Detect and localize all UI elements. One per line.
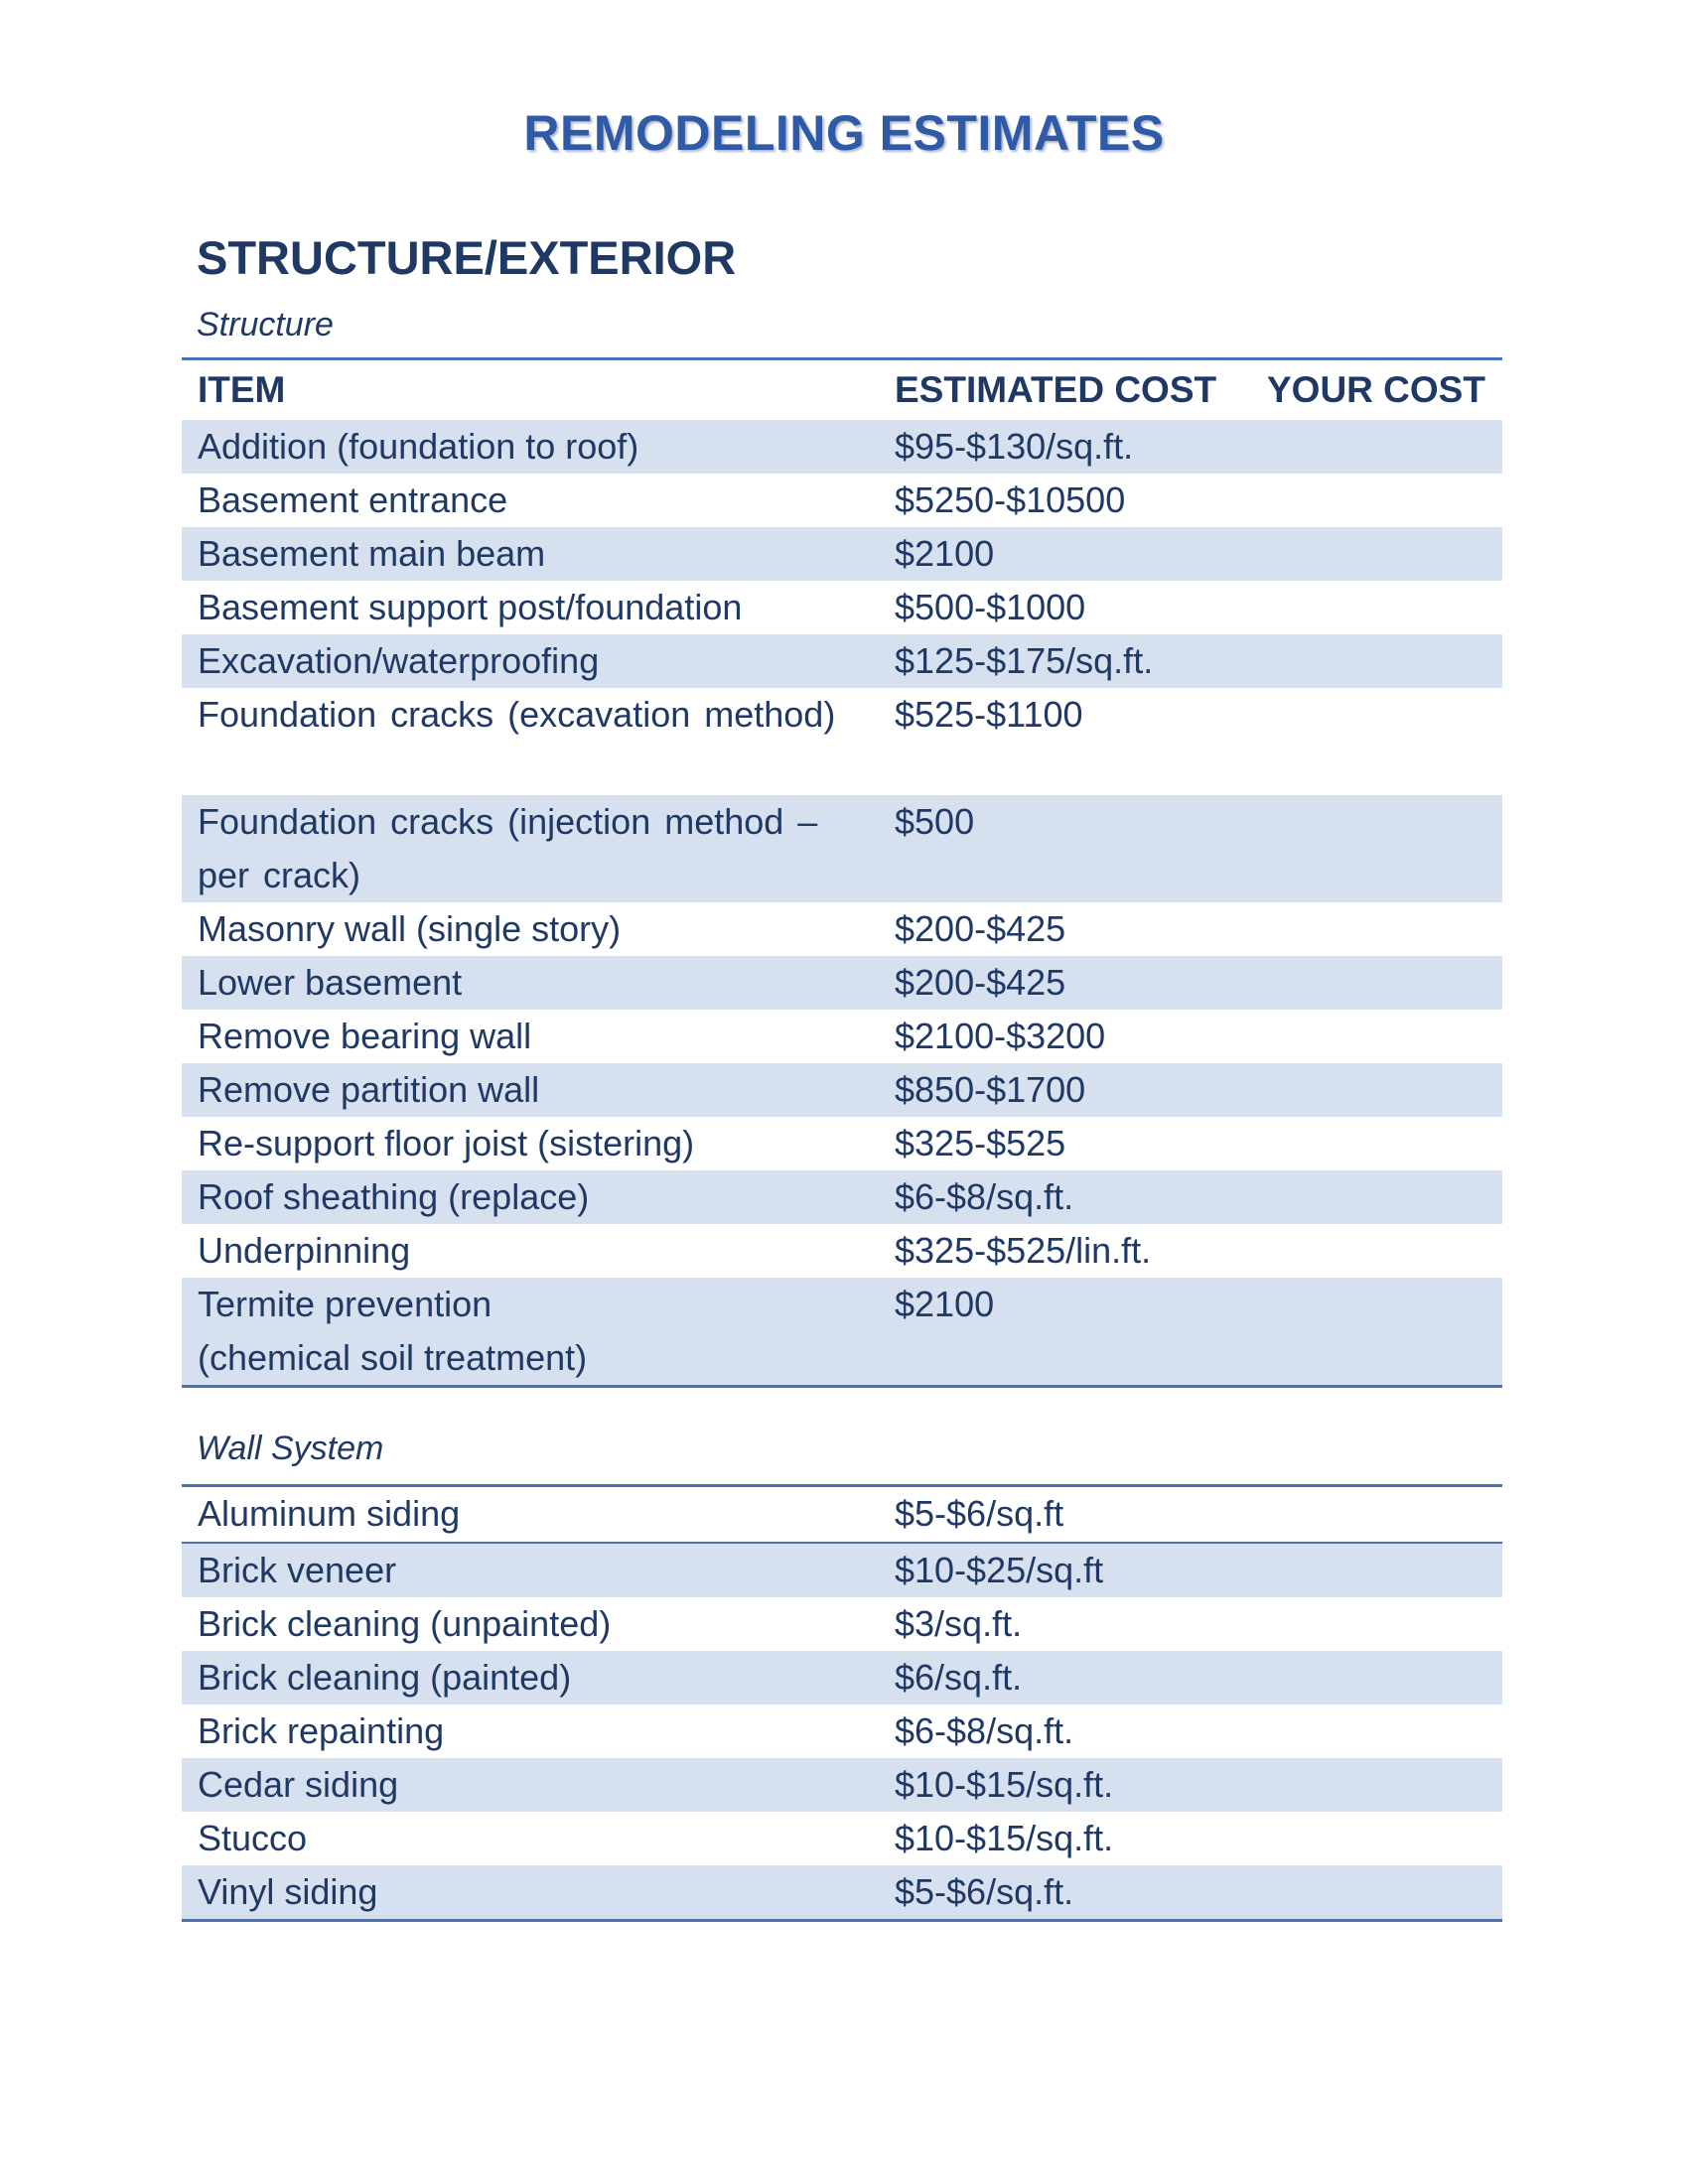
your-cost-cell — [1251, 1170, 1502, 1224]
item-cell: Addition (foundation to roof) — [182, 420, 879, 474]
table-row — [182, 1758, 1502, 1812]
item-cell: Basement entrance — [198, 479, 508, 520]
structure-table — [182, 357, 1502, 1388]
cost-cell: $125-$175/sq.ft. — [879, 634, 1251, 688]
cost-cell: $10-$15/sq.ft. — [879, 1758, 1251, 1812]
item-cell: Brick cleaning (painted) — [182, 1651, 879, 1705]
table-row — [182, 1865, 1502, 1921]
cost-cell: $6-$8/sq.ft. — [895, 1710, 1074, 1751]
table-row — [182, 1010, 1502, 1063]
item-line-1: Termite prevention — [198, 1284, 492, 1324]
your-cost-cell — [1251, 420, 1502, 474]
cost-cell: $200-$425 — [879, 956, 1251, 1010]
cost-cell: $500-$1000 — [895, 587, 1086, 627]
item-cell: Brick veneer — [182, 1543, 879, 1597]
cost-cell: $3/sq.ft. — [895, 1603, 1023, 1644]
your-cost-cell — [1251, 1812, 1502, 1865]
cost-cell: $6-$8/sq.ft. — [879, 1170, 1251, 1224]
cost-cell: $2100 — [879, 1278, 1251, 1387]
item-cell: Foundation cracks (excavation method) — [198, 694, 836, 735]
item-cell: Basement main beam — [182, 527, 879, 581]
cost-cell: $6/sq.ft. — [879, 1651, 1251, 1705]
your-cost-cell — [1251, 688, 1502, 795]
wall-system-label: Wall System — [197, 1430, 384, 1467]
table-header-row — [182, 359, 1502, 421]
table-row — [182, 474, 1502, 527]
item-cell: Masonry wall (single story) — [198, 908, 622, 949]
table-row — [182, 1117, 1502, 1170]
item-cell: Brick cleaning (unpainted) — [198, 1603, 612, 1644]
table-row — [182, 1543, 1502, 1597]
item-cell: Brick repainting — [198, 1710, 445, 1751]
table-row — [182, 634, 1502, 688]
item-cell: Remove bearing wall — [198, 1016, 532, 1056]
cost-cell: $95-$130/sq.ft. — [879, 420, 1251, 474]
table-row — [182, 1278, 1502, 1387]
item-cell: Underpinning — [198, 1230, 411, 1271]
table-row — [182, 420, 1502, 474]
page-title: REMODELING ESTIMATES — [523, 105, 1165, 161]
your-cost-cell — [1251, 1597, 1502, 1651]
cost-cell: $5250-$10500 — [895, 479, 1126, 520]
your-cost-cell — [1251, 1278, 1502, 1387]
your-cost-cell — [1251, 1705, 1502, 1758]
your-cost-cell — [1251, 1758, 1502, 1812]
item-cell: Cedar siding — [182, 1758, 879, 1812]
item-cell: Excavation/waterproofing — [182, 634, 879, 688]
table-row — [182, 1170, 1502, 1224]
table-row — [182, 1486, 1502, 1544]
your-cost-cell — [1251, 902, 1502, 956]
your-cost-cell — [1251, 1543, 1502, 1597]
item-cell: Vinyl siding — [182, 1865, 879, 1921]
cost-cell: $2100 — [879, 527, 1251, 581]
your-cost-cell — [1251, 474, 1502, 527]
table-row — [182, 902, 1502, 956]
cost-cell: $5-$6/sq.ft — [879, 1486, 1251, 1544]
table-row — [182, 795, 1502, 902]
item-line-2: (chemical soil treatment) — [198, 1337, 588, 1378]
cost-cell: $850-$1700 — [879, 1063, 1251, 1117]
table-row — [182, 1705, 1502, 1758]
your-cost-cell — [1251, 1651, 1502, 1705]
table-row — [182, 581, 1502, 634]
item-cell: Aluminum siding — [182, 1486, 879, 1544]
your-cost-cell — [1251, 1117, 1502, 1170]
cost-cell: $325-$525 — [895, 1123, 1066, 1163]
table-row — [182, 1597, 1502, 1651]
cost-cell: $5-$6/sq.ft. — [879, 1865, 1251, 1921]
table-row — [182, 1812, 1502, 1865]
your-cost-cell — [1251, 1063, 1502, 1117]
item-cell — [182, 1278, 879, 1387]
cost-cell: $200-$425 — [895, 908, 1066, 949]
your-cost-cell — [1251, 527, 1502, 581]
cost-cell: $10-$15/sq.ft. — [895, 1818, 1114, 1858]
table-row — [182, 956, 1502, 1010]
your-cost-cell — [1251, 1865, 1502, 1921]
wall-system-table — [182, 1484, 1502, 1922]
cost-cell: $2100-$3200 — [895, 1016, 1106, 1056]
cost-cell: $10-$25/sq.ft — [879, 1543, 1251, 1597]
table-row — [182, 688, 1502, 795]
your-cost-cell — [1251, 1224, 1502, 1278]
your-cost-cell — [1251, 634, 1502, 688]
cost-cell: $325-$525/lin.ft. — [895, 1230, 1152, 1271]
header-item: ITEM — [182, 359, 879, 421]
item-cell: Re-support floor joist (sistering) — [198, 1123, 695, 1163]
item-cell: Basement support post/foundation — [198, 587, 743, 627]
header-your-cost: YOUR COST — [1251, 359, 1502, 421]
item-cell: Stucco — [198, 1818, 308, 1858]
header-estimated-cost: ESTIMATED COST — [879, 359, 1251, 421]
your-cost-cell — [1251, 795, 1502, 902]
table-row — [182, 1651, 1502, 1705]
structure-label: Structure — [197, 306, 334, 343]
section-title: STRUCTURE/EXTERIOR — [197, 231, 737, 284]
table-row — [182, 1224, 1502, 1278]
item-cell: Roof sheathing (replace) — [182, 1170, 879, 1224]
your-cost-cell — [1251, 956, 1502, 1010]
item-cell: Lower basement — [182, 956, 879, 1010]
your-cost-cell — [1251, 1486, 1502, 1544]
table-row — [182, 1063, 1502, 1117]
table-row — [182, 527, 1502, 581]
your-cost-cell — [1251, 1010, 1502, 1063]
item-cell: Foundation cracks (injection method – per crack) — [182, 795, 879, 902]
your-cost-cell — [1251, 581, 1502, 634]
item-cell: Remove partition wall — [182, 1063, 879, 1117]
cost-cell: $500 — [879, 795, 1251, 902]
cost-cell: $525-$1100 — [895, 694, 1083, 735]
